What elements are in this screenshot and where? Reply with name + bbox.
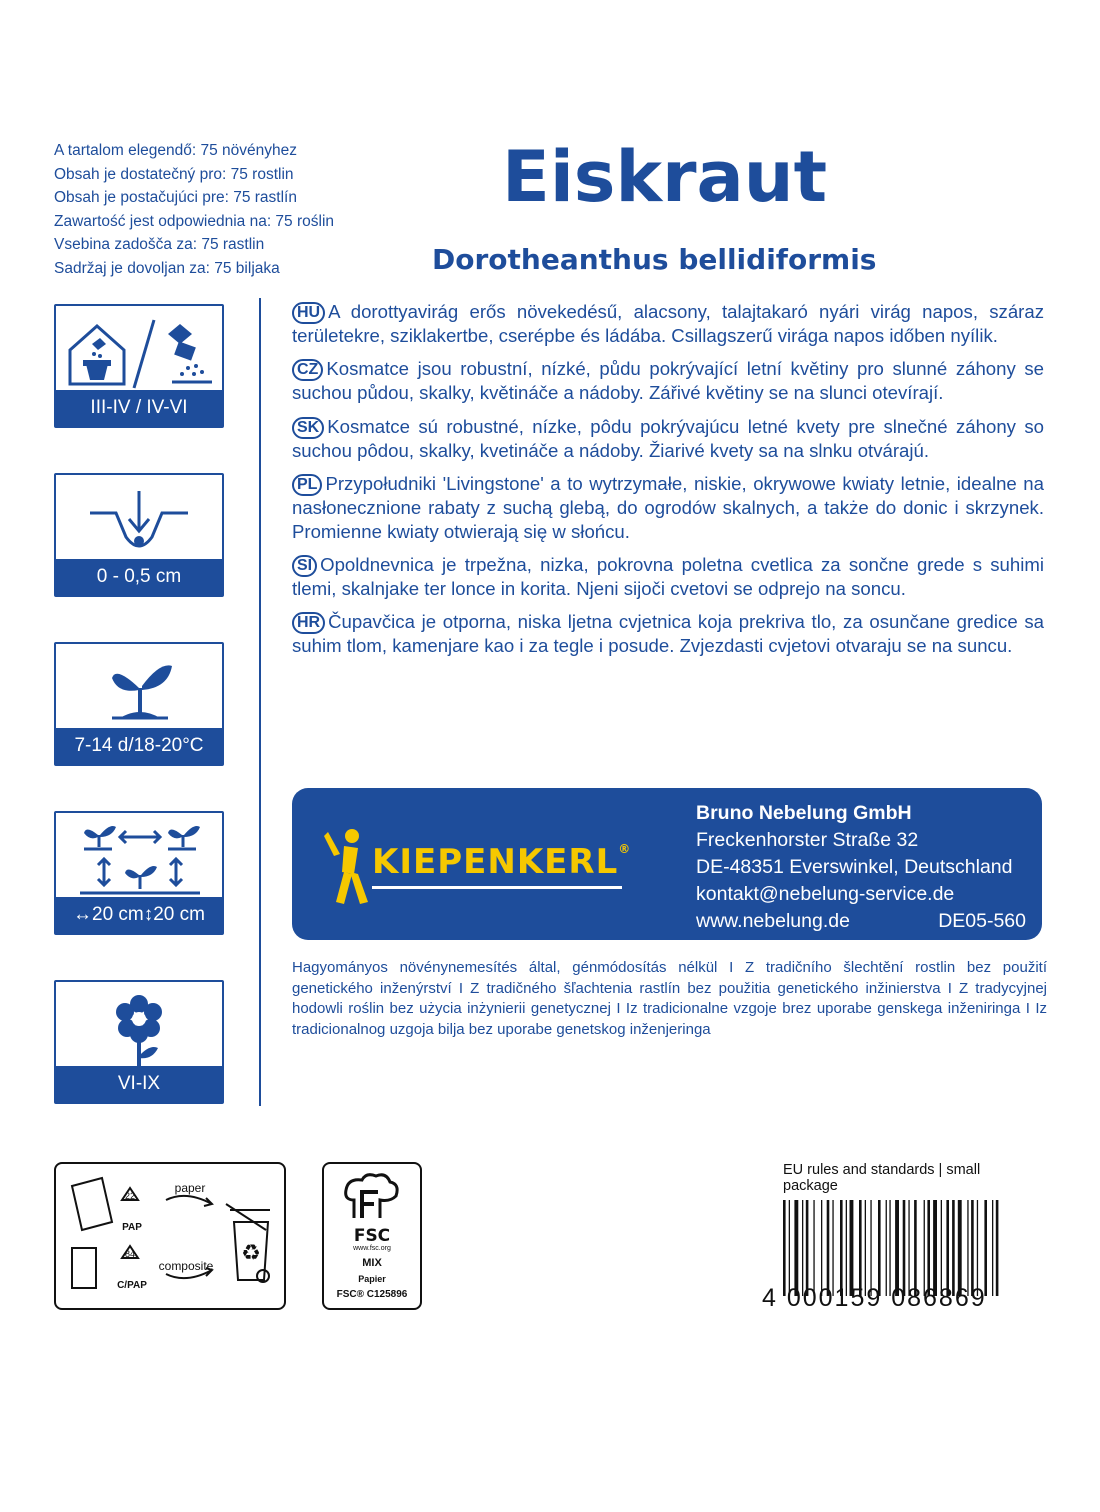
content-line: Sadržaj je dovoljan za: 75 biljaka <box>54 259 280 277</box>
svg-text:84: 84 <box>124 1249 136 1259</box>
descriptions <box>292 300 1044 668</box>
barcode-bar <box>908 1200 909 1296</box>
content-line: Zawartość jest odpowiednia na: 75 roślin <box>54 212 335 230</box>
description-sk <box>292 415 1044 462</box>
barcode-bar <box>789 1200 790 1296</box>
content-line: Vsebina zadošča za: 75 rastlin <box>54 236 265 254</box>
eu-text-line: EU rules and standards | small package <box>783 1162 981 1194</box>
svg-text:composite: composite <box>158 1259 214 1273</box>
company-code: DE05-560 <box>938 910 1026 932</box>
company-city: DE-48351 Everswinkel, Deutschland <box>696 856 1013 878</box>
barcode-bar <box>870 1200 871 1296</box>
svg-text:22: 22 <box>124 1191 136 1201</box>
sowing-depth-label: 0 - 0,5 cm <box>56 559 222 595</box>
barcode-bar <box>821 1200 822 1296</box>
content-line: Obsah je dostatečný pro: 75 rostlin <box>54 165 294 183</box>
content-line: Obsah je postačujúci pre: 75 rastlín <box>54 189 297 207</box>
barcode-bar <box>977 1200 978 1296</box>
fsc-license: FSC® C125896 <box>336 1289 408 1300</box>
svg-text:♻: ♻ <box>241 1240 261 1265</box>
description-hr <box>292 610 1044 657</box>
description-si <box>292 553 1044 600</box>
barcode-bar <box>933 1200 937 1296</box>
barcode-bar <box>850 1200 854 1296</box>
language-badge: SI <box>292 555 317 577</box>
barcode-bar <box>895 1200 899 1296</box>
fsc-box <box>322 1162 422 1310</box>
barcode-bar <box>967 1200 968 1296</box>
language-badge: SK <box>292 417 324 439</box>
content-amounts <box>54 139 384 281</box>
divider-line <box>259 298 261 1106</box>
description-pl <box>292 472 1044 543</box>
fsc-mix: MIX <box>362 1257 382 1269</box>
recycling-icons <box>56 1164 284 1308</box>
description-text: Kosmatce jsou robustní, nízké, půdu pokrývající letní květiny pro slunné záhony se suchou půdou, skalky, květináče a nádoby. Zářivé květiny se na slunci otevírají. <box>292 358 1044 404</box>
barcode-bar <box>924 1200 925 1296</box>
brand-logo <box>324 826 632 906</box>
breeding-note: Hagyományos növénynemesítés által, génmódosítás nélkül I Z tradičního šlechtění rostlin bez použití genetického inženýrství I Z tradičného šľachtenia rastlín bez použitia genetického inžinierstva I Z tradycyjnej hodowli roślin bez użycia inżynierii genetycznej I Iz tradicionalne vzgoje brez uporabe genskega inženiringa I Iz tradicionalnog uzgoja bilja bez uporabe genetskog inženjeringa <box>292 959 1047 1038</box>
content-line: A tartalom elegendő: 75 növényhez <box>54 142 298 159</box>
sowing-time-label: III-IV / IV-VI <box>56 390 222 426</box>
barcode-bar <box>946 1200 949 1296</box>
description-cz <box>292 357 1044 404</box>
barcode-bar <box>971 1200 974 1296</box>
barcode-bar <box>941 1200 942 1296</box>
barcode-bar <box>903 1200 906 1296</box>
description-text: Kosmatce sú robustné, nízke, pôdu pokrývajúcu letné kvety pre slnečné záhony so suchou pôdou, skalky, kvetináče a nádoby. Žiarivé kvety sa na slnku otvárajú. <box>292 415 1044 461</box>
language-badge: HR <box>292 612 325 634</box>
barcode <box>781 1200 1043 1296</box>
barcode-bar <box>984 1200 987 1296</box>
company-name: Bruno Nebelung GmbH <box>696 802 912 824</box>
barcode-bar <box>914 1200 917 1296</box>
company-block <box>292 788 1042 940</box>
barcode-bar <box>794 1200 798 1296</box>
description-text: Čupavčica je otporna, niska ljetna cvjetnica koja prekriva tlo, za osunčane gredice sa suhim tlom, kamenjare kao i za tegle i posude. Zvjezdasti cvjetovi otvaraju se na suncu. <box>292 611 1044 657</box>
barcode-bar <box>996 1200 999 1296</box>
spacing-card <box>54 811 224 935</box>
fsc-papier: Papier <box>358 1274 386 1284</box>
recycling-box <box>54 1162 286 1310</box>
company-address <box>696 800 1026 935</box>
barcode-bar <box>927 1200 930 1296</box>
eu-standards-text <box>783 1162 983 1194</box>
barcode-bar <box>846 1200 847 1296</box>
flowering-card <box>54 980 224 1104</box>
language-badge: CZ <box>292 359 323 381</box>
barcode-bar <box>865 1200 866 1296</box>
brand-name: KIEPENKERL® <box>372 842 632 882</box>
language-badge: PL <box>292 474 322 496</box>
sowing-depth-card <box>54 473 224 597</box>
latin-name: Dorotheanthus bellidiformis <box>432 243 877 276</box>
barcode-bar <box>889 1200 890 1296</box>
barcode-bar <box>783 1200 786 1296</box>
barcode-bar <box>952 1200 955 1296</box>
description-text: Przypołudniki 'Livingstone' a to wytrzymałe, niskie, okrywowe kwiaty letnie, idealne na nasłonecznione rabaty z suchą glebą, do ogrodów skalnych, a także do donic i skrzynek. Promienne kwiaty otwierają się w słońcu. <box>292 473 1044 542</box>
fsc-logo-text: FSC <box>353 1226 391 1246</box>
barcode-bar <box>859 1200 862 1296</box>
sowing-greenhouse-outdoor-icon <box>56 306 222 394</box>
germination-label: 7-14 d/18-20°C <box>56 728 222 764</box>
sowing-time-card <box>54 304 224 428</box>
svg-text:PAP: PAP <box>122 1222 142 1233</box>
barcode-bar <box>806 1200 809 1296</box>
spacing-label: ↔20 cm↕20 cm <box>56 897 222 933</box>
barcode-bar <box>832 1200 833 1296</box>
barcode-bar <box>958 1200 962 1296</box>
flowering-label: VI-IX <box>56 1066 222 1102</box>
flower-icon <box>56 982 222 1070</box>
barcode-bar <box>886 1200 887 1296</box>
company-website[interactable]: www.nebelung.de <box>696 910 850 932</box>
hiker-icon <box>324 826 372 906</box>
fsc-url: www.fsc.org <box>353 1245 391 1252</box>
sowing-depth-icon <box>56 475 222 563</box>
barcode-bar <box>813 1200 814 1296</box>
germination-card <box>54 642 224 766</box>
description-text: A dorottyavirág erős növekedésű, alacsony, talajtakaró nyári virág napos, száraz területekre, sziklakertbe, cserépbe és ládába. Csillagszerű virága napos időben nyílik. <box>292 301 1044 346</box>
company-email[interactable]: kontakt@nebelung-service.de <box>696 883 955 905</box>
barcode-bar <box>878 1200 881 1296</box>
description-hu <box>292 300 1044 347</box>
product-title: Eiskraut <box>502 136 828 218</box>
barcode-bar <box>992 1200 993 1296</box>
germination-sprout-icon <box>56 644 222 732</box>
description-text: Opoldnevnica je trpežna, nizka, pokrovna poletna cvetlica za sončne grede s suhimi tlemi, skalnjake ter lonce in korita. Njeni sijoči cvetovi se odprejo na soncu. <box>292 554 1044 600</box>
language-badge: HU <box>292 302 325 324</box>
svg-text:C/PAP: C/PAP <box>117 1280 147 1291</box>
barcode-number: 4 000159 086869 <box>762 1284 987 1312</box>
barcode-bar <box>840 1200 843 1296</box>
barcode-bar <box>827 1200 830 1296</box>
company-street: Freckenhorster Straße 32 <box>696 829 919 851</box>
plant-spacing-icon <box>56 813 222 901</box>
brand-underline <box>372 886 622 889</box>
barcode-bar <box>802 1200 803 1296</box>
svg-text:paper: paper <box>174 1181 206 1195</box>
fsc-tree-icon <box>324 1168 420 1228</box>
